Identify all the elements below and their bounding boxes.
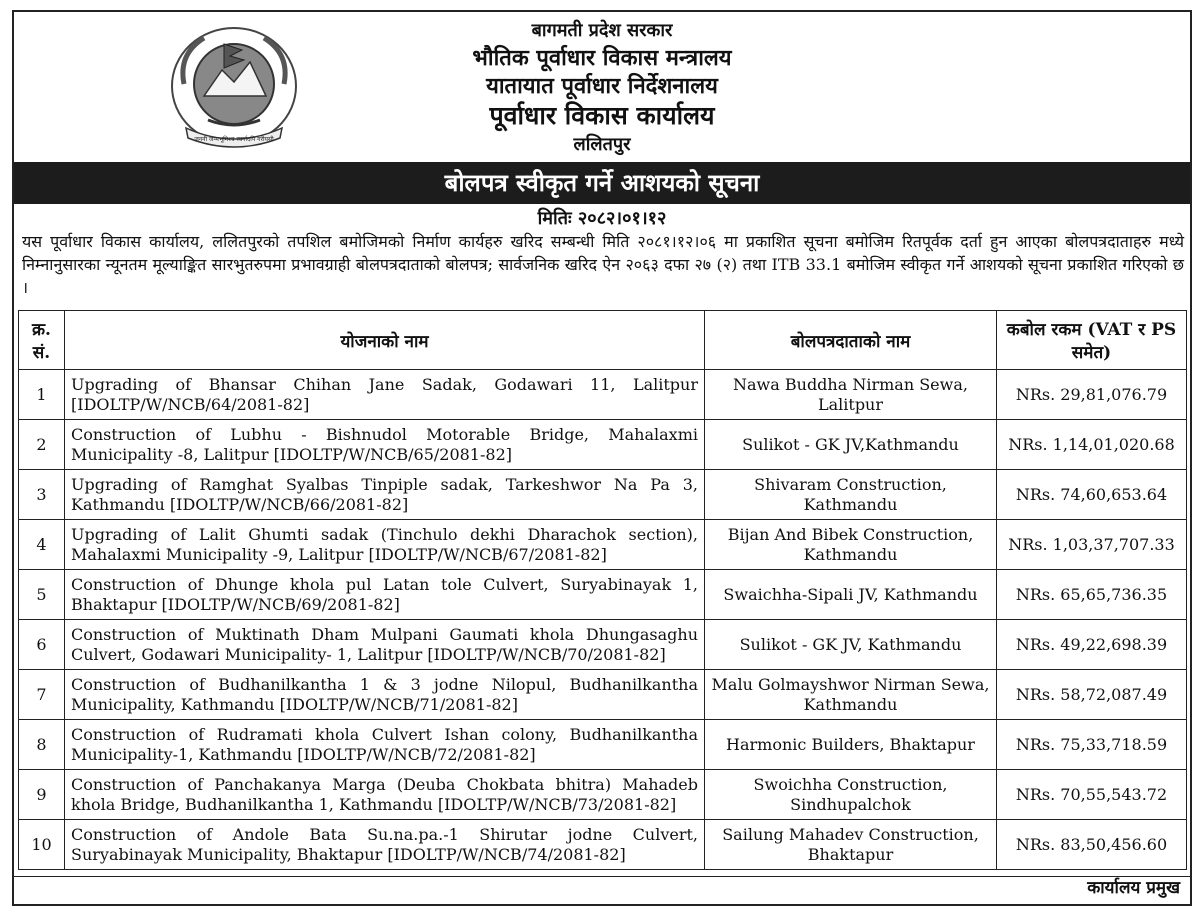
table-row <box>19 370 1187 420</box>
row-sn: 7 <box>19 670 65 720</box>
row-bidder: Bijan And Bibek Construction, Kathmandu <box>705 520 997 570</box>
row-bidder: Shivaram Construction, Kathmandu <box>705 470 997 520</box>
table-row <box>19 620 1187 670</box>
notice-date: मितिः २०८२।०१।१२ <box>537 208 667 229</box>
header <box>14 12 1190 162</box>
row-amount: NRs. 70,55,543.72 <box>997 770 1187 820</box>
row-bidder: Sulikot - GK JV, Kathmandu <box>705 620 997 670</box>
footer-divider <box>14 876 1190 877</box>
header-sn: क्र. सं. <box>19 311 65 370</box>
row-project: Upgrading of Bhansar Chihan Jane Sadak, Godawari 11, Lalitpur [IDOLTP/W/NCB/64/2081-82] <box>65 370 705 420</box>
header-project: योजनाको नाम <box>65 311 705 370</box>
office-name: पूर्वाधार विकास कार्यालय <box>489 101 715 130</box>
table-row <box>19 820 1187 870</box>
ministry-name: भौतिक पूर्वाधार विकास मन्त्रालय <box>472 45 732 71</box>
row-amount: NRs. 58,72,087.49 <box>997 670 1187 720</box>
row-sn: 1 <box>19 370 65 420</box>
row-amount: NRs. 65,65,736.35 <box>997 570 1187 620</box>
row-sn: 6 <box>19 620 65 670</box>
row-bidder: Sailung Mahadev Construction, Bhaktapur <box>705 820 997 870</box>
table-row <box>19 470 1187 520</box>
row-sn: 10 <box>19 820 65 870</box>
signature: कार्यालय प्रमुख <box>1087 878 1180 898</box>
table-row <box>19 520 1187 570</box>
row-project: Construction of Panchakanya Marga (Deuba Chokbata bhitra) Mahadeb khola Bridge, Budhanilkantha 1, Kathmandu [IDOLTP/W/NCB/73/2081-82] <box>65 770 705 820</box>
bid-table <box>18 310 1187 870</box>
row-bidder: Harmonic Builders, Bhaktapur <box>705 720 997 770</box>
row-project: Construction of Muktinath Dham Mulpani Gaumati khola Dhungasaghu Culvert, Godawari Municipality- 1, Lalitpur [IDOLTP/W/NCB/70/2081-82] <box>65 620 705 670</box>
table-header-row <box>19 311 1187 370</box>
row-project: Construction of Andole Bata Su.na.pa.-1 Shirutar jodne Culvert, Suryabinayak Municipality, Bhaktapur [IDOLTP/W/NCB/74/2081-82] <box>65 820 705 870</box>
row-amount: NRs. 74,60,653.64 <box>997 470 1187 520</box>
row-sn: 9 <box>19 770 65 820</box>
row-sn: 5 <box>19 570 65 620</box>
row-project: Upgrading of Ramghat Syalbas Tinpiple sadak, Tarkeshwor Na Pa 3, Kathmandu [IDOLTP/W/NCB/66/2081-82] <box>65 470 705 520</box>
directorate-name: यातायात पूर्वाधार निर्देशनालय <box>486 73 718 99</box>
row-bidder: Sulikot - GK JV,Kathmandu <box>705 420 997 470</box>
row-sn: 4 <box>19 520 65 570</box>
row-bidder: Swoichha Construction, Sindhupalchok <box>705 770 997 820</box>
row-sn: 3 <box>19 470 65 520</box>
table-row <box>19 570 1187 620</box>
row-bidder: Swaichha-Sipali JV, Kathmandu <box>705 570 997 620</box>
office-location: ललितपुर <box>573 134 631 155</box>
intro-paragraph: यस पूर्वाधार विकास कार्यालय, ललितपुरको तपशिल बमोजिमको निर्माण कार्यहरु खरिद सम्बन्धी मिति २०८१।१२।०६ मा प्रकाशित सूचना बमोजिम रितपूर्वक दर्ता हुन आएका बोलपत्रदाताहरु मध्ये निम्नानुसारका न्यूनतम मूल्याङ्कित सारभुतरुपमा प्रभावग्राही बोलपत्रदाताको बोलपत्र; सार्वजनिक खरिद ऐन २०६३ दफा २७ (२) तथा ITB 33.1 बमोजिम स्वीकृत गर्ने आशयको सूचना प्रकाशित गरिएको छ । <box>22 232 1184 297</box>
row-project: Construction of Rudramati khola Culvert Ishan colony, Budhanilkantha Municipality-1, Kathmandu [IDOLTP/W/NCB/72/2081-82] <box>65 720 705 770</box>
row-sn: 2 <box>19 420 65 470</box>
table-row <box>19 770 1187 820</box>
row-project: Construction of Budhanilkantha 1 & 3 jodne Nilopul, Budhanilkantha Municipality, Kathmandu [IDOLTP/W/NCB/71/2081-82] <box>65 670 705 720</box>
row-project: Construction of Dhunge khola pul Latan tole Culvert, Suryabinayak 1, Bhaktapur [IDOLTP/W/NCB/69/2081-82] <box>65 570 705 620</box>
row-amount: NRs. 29,81,076.79 <box>997 370 1187 420</box>
row-bidder: Nawa Buddha Nirman Sewa, Lalitpur <box>705 370 997 420</box>
header-amount: कबोल रकम (VAT र PS समेत) <box>997 311 1187 370</box>
row-bidder: Malu Golmayshwor Nirman Sewa, Kathmandu <box>705 670 997 720</box>
province-name: बागमती प्रदेश सरकार <box>531 20 673 41</box>
notice-title: बोलपत्र स्वीकृत गर्ने आशयको सूचना <box>14 162 1190 204</box>
row-amount: NRs. 1,03,37,707.33 <box>997 520 1187 570</box>
table-row <box>19 670 1187 720</box>
notice-page <box>12 10 1192 906</box>
row-project: Upgrading of Lalit Ghumti sadak (Tinchulo dekhi Dharachok section), Mahalaxmi Municipality -9, Lalitpur [IDOLTP/W/NCB/67/2081-82] <box>65 520 705 570</box>
row-project: Construction of Lubhu - Bishnudol Motorable Bridge, Mahalaxmi Municipality -8, Lalitpur [IDOLTP/W/NCB/65/2081-82] <box>65 420 705 470</box>
svg-text:जननी जन्मभूमिश्च स्वर्गादपि गर: जननी जन्मभूमिश्च स्वर्गादपि गरीयसी <box>194 136 274 143</box>
row-amount: NRs. 49,22,698.39 <box>997 620 1187 670</box>
row-sn: 8 <box>19 720 65 770</box>
row-amount: NRs. 83,50,456.60 <box>997 820 1187 870</box>
row-amount: NRs. 1,14,01,020.68 <box>997 420 1187 470</box>
header-bidder: बोलपत्रदाताको नाम <box>705 311 997 370</box>
table-row <box>19 720 1187 770</box>
table-row <box>19 420 1187 470</box>
row-amount: NRs. 75,33,718.59 <box>997 720 1187 770</box>
